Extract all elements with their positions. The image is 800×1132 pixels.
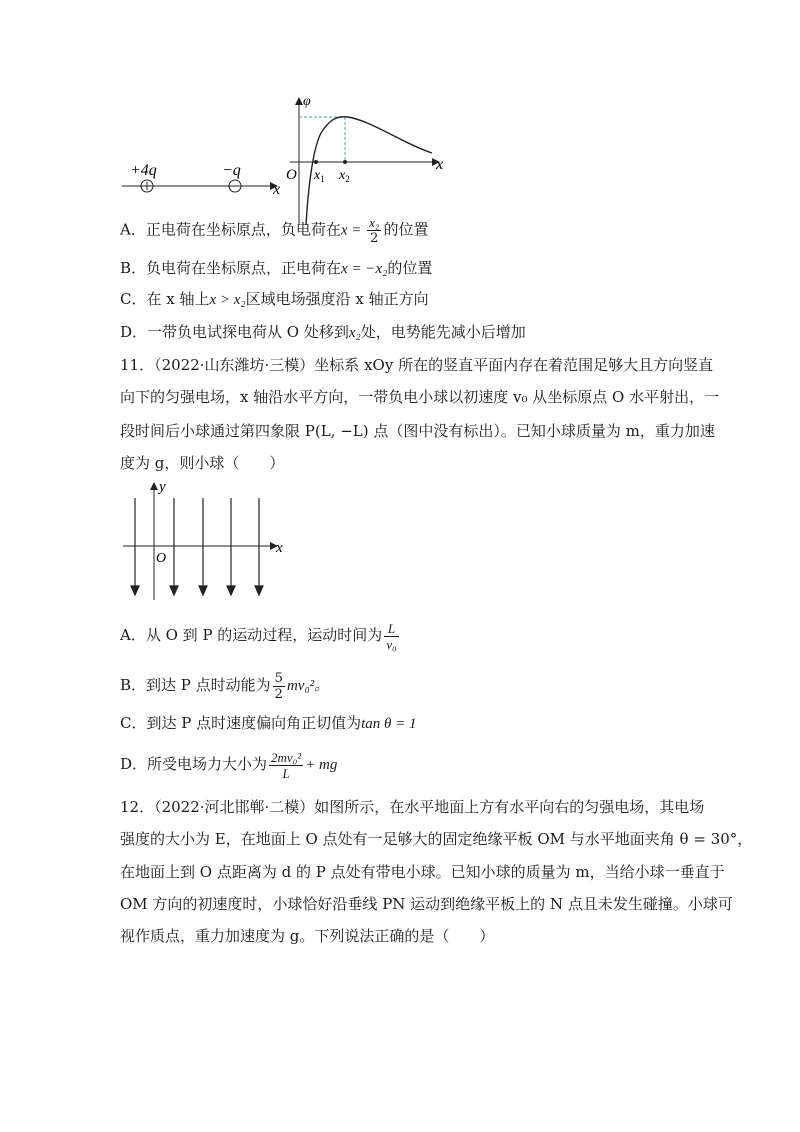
plot-origin-label: O xyxy=(286,167,297,183)
q12-stem-line-2: 强度的大小为 E，在地面上 O 点处有一足够大的固定绝缘平板 OM 与水平地面夹角 θ = 30°， xyxy=(120,830,753,848)
plot-axis-x-label: x xyxy=(436,156,444,173)
q11-option-b: B．到达 P 点时动能为 $\frac{5}{2}$ mv₀²。 xyxy=(120,670,330,702)
q11-option-d: D．所受电场力大小为 $\frac{\text{2mv₀²}}{L}$ + mg xyxy=(120,749,338,781)
q11-stem-line-1: 11．（2022·山东潍坊·三模）坐标系 xOy 所在的竖直平面内存在着范围足够大且方向竖直 xyxy=(120,356,714,374)
q12-stem-line-5: 视作质点，重力加速度为 g。下列说法正确的是（ ） xyxy=(120,927,495,945)
charge-right-label: −q xyxy=(222,162,241,179)
figure-charges-potential xyxy=(110,85,460,230)
q11-option-c: C．到达 P 点时速度偏向角正切值为tan θ = 1 xyxy=(120,714,417,732)
q11-stem-line-2: 向下的匀强电场，x 轴沿水平方向，一带负电小球以初速度 v₀ 从坐标原点 O 水平射出，一 xyxy=(120,388,720,406)
q10-option-b: B．负电荷在坐标原点，正电荷在x = −x₂的位置 xyxy=(120,259,433,277)
plot-axis-y-label: φ xyxy=(303,94,311,109)
q11-option-a: A．从 O 到 P 的运动过程，运动时间为 $\frac{L}{\text{v₀}}$ xyxy=(120,620,397,652)
charge-axis-label: x xyxy=(273,181,281,198)
q10-option-d: D．一带负电试探电荷从 O 处移到x₂处，电势能先减小后增加 xyxy=(120,323,526,341)
q12-stem-line-3: 在地面上到 O 点距离为 d 的 P 点处有带电小球。已知小球的质量为 m，当给小球一垂直于 xyxy=(120,863,725,881)
q12-stem-line-4: OM 方向的初速度时，小球恰好沿垂线 PN 运动到绝缘平板上的 N 点且未发生碰撞。小球可 xyxy=(120,895,733,913)
q10-option-c: C．在 x 轴上x > x₂区域电场强度沿 x 轴正方向 xyxy=(120,290,429,308)
fig2-origin-label: O xyxy=(156,551,167,566)
q11-stem-line-4: 度为 g，则小球（ ） xyxy=(120,454,285,472)
fig2-axis-x-label: x xyxy=(276,540,283,556)
q12-stem-line-1: 12．（2022·河北邯郸·二模）如图所示，在水平地面上方有水平向右的匀强电场，其电场 xyxy=(120,798,705,816)
figure-uniform-field xyxy=(118,478,298,608)
q10-option-a: A．正电荷在坐标原点，负电荷在x = $\frac{\text{x₂}}{2}$ 的位置 xyxy=(120,215,429,246)
x1-label: $x_1$ xyxy=(314,168,325,184)
x2-label: $x_2$ xyxy=(339,168,350,184)
potential-curve xyxy=(306,117,432,225)
charge-left-label: +4q xyxy=(130,162,157,179)
fig2-axis-y-label: y xyxy=(159,479,166,495)
q11-stem-line-3: 段时间后小球通过第四象限 P(L, −L) 点（图中没有标出）。已知小球质量为 m，重力加速 xyxy=(120,422,715,440)
